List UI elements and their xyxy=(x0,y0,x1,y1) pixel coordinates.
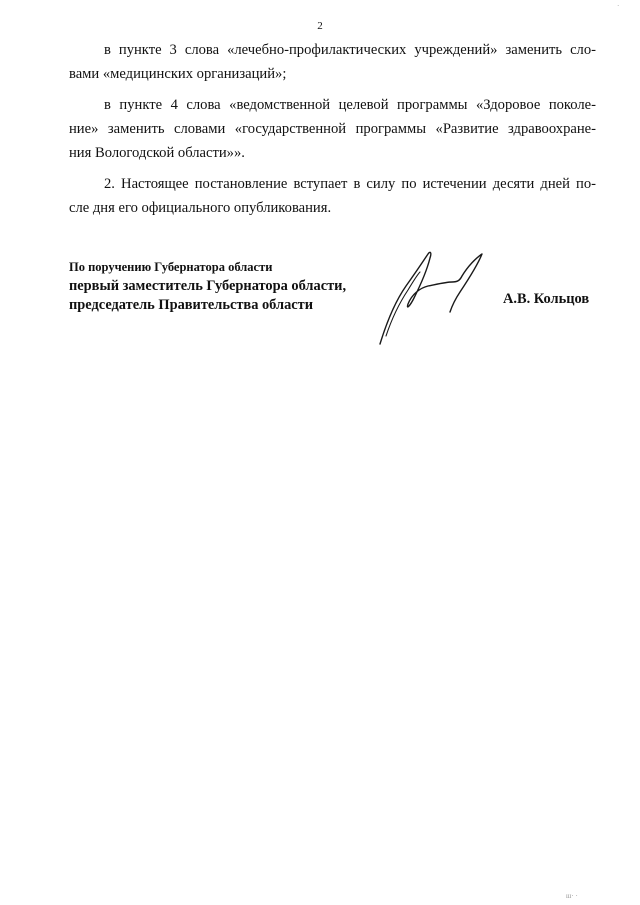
body-line: ние» заменить словами «государственной программы «Развитие здравоохране- xyxy=(69,121,596,137)
signer-name: А.В. Кольцов xyxy=(503,291,590,307)
body-line: ния Вологодской области»». xyxy=(69,145,245,161)
signature-block xyxy=(69,258,346,315)
body-line: сле дня его официального опубликования. xyxy=(69,200,332,216)
body-line: вами «медицинских организаций»; xyxy=(69,66,287,82)
body-line: 2. Настоящее постановление вступает в силу по истечении десяти дней по- xyxy=(104,176,596,192)
page-number: 2 xyxy=(317,20,323,32)
body-line: в пункте 3 слова «лечебно-профилактических учреждений» заменить сло- xyxy=(104,42,596,58)
signature-line-authority: По поручению Губернатора области xyxy=(69,260,273,274)
signature-line-title: председатель Правительства области xyxy=(69,297,314,313)
corner-mark-bottom: ш· · xyxy=(566,892,578,900)
corner-mark-top: · xyxy=(617,2,620,10)
handwritten-signature xyxy=(372,246,492,346)
signature-line-position: первый заместитель Губернатора области, xyxy=(69,278,347,294)
body-line: в пункте 4 слова «ведомственной целевой программы «Здоровое поколе- xyxy=(104,97,596,113)
